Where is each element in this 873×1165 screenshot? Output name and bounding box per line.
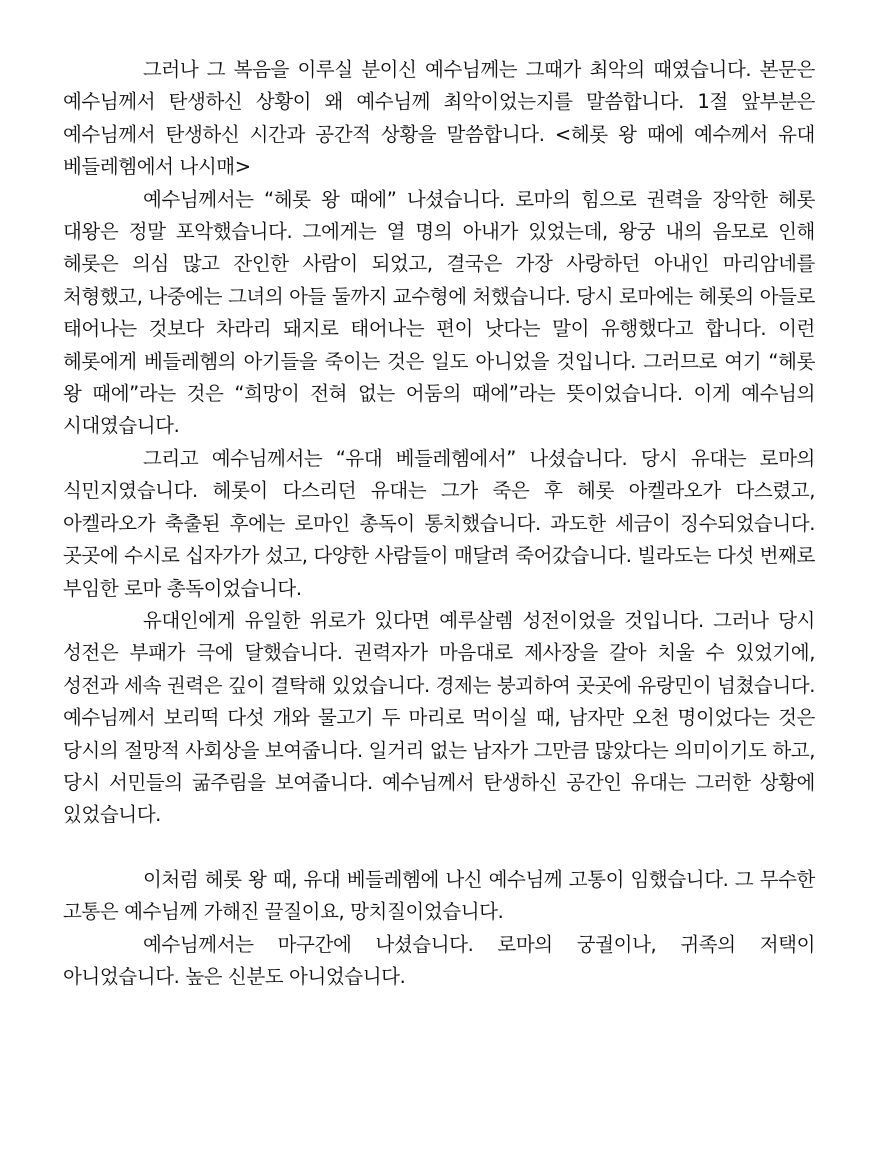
paragraph-spacer [63, 832, 815, 864]
document-body [63, 54, 815, 993]
paragraph-3: 그리고 예수님께서는 “유대 베들레헴에서” 나셨습니다. 당시 유대는 로마의 식민지였습니다. 헤롯이 다스리던 유대는 그가 죽은 후 헤롯 아켈라오가 다스렸고, 아켈라오가 축출된 후에는 로마인 총독이 통치했습니다. 과도한 세금이 징수되었습니다. 곳곳에 수시로 십자가가 섰고, 다양한 사람들이 매달려 죽어갔습니다. 빌라도는 다섯 번째로 부임한 로마 총독이었습니다. [63, 446, 815, 600]
paragraph-2: 예수님께서는 “헤롯 왕 때에” 나셨습니다. 로마의 힘으로 권력을 장악한 헤롯 대왕은 정말 포악했습니다. 그에게는 열 명의 아내가 있었는데, 왕궁 내의 음모로 인해 헤롯은 의심 많고 잔인한 사람이 되었고, 결국은 가장 사랑하던 아내인 마리암네를 처형했고, 나중에는 그녀의 아들 둘까지 교수형에 처했습니다. 당시 로마에는 헤롯의 아들로 태어나는 것보다 차라리 돼지로 태어나는 편이 낫다는 말이 유행했다고 합니다. 이런 헤롯에게 베들레헴의 아기들을 죽이는 것은 일도 아니었을 것입니다. 그러므로 여기 “헤롯 왕 때에”라는 것은 “희망이 전혀 없는 어둠의 때에”라는 뜻이었습니다. 이게 예수님의 시대였습니다. [63, 187, 815, 438]
paragraph-4: 유대인에게 유일한 위로가 있다면 예루살렘 성전이었을 것입니다. 그러나 당시 성전은 부패가 극에 달했습니다. 권력자가 마음대로 제사장을 갈아 치울 수 있었기에, 성전과 세속 권력은 깊이 결탁해 있었습니다. 경제는 붕괴하여 곳곳에 유랑민이 넘쳤습니다. 예수님께서 보리떡 다섯 개와 물고기 두 마리로 먹이실 때, 남자만 오천 명이었다는 것은 당시의 절망적 사회상을 보여줍니다. 일거리 없는 남자가 그만큼 많았다는 의미이기도 하고, 당시 서민들의 굶주림을 보여줍니다. 예수님께서 탄생하신 공간인 유대는 그러한 상황에 있었습니다. [63, 608, 815, 827]
paragraph-6: 예수님께서는 마구간에 나셨습니다. 로마의 궁궐이나, 귀족의 저택이 아니었습니다. 높은 신분도 아니었습니다. [63, 932, 815, 988]
paragraph-1: 그러나 그 복음을 이루실 분이신 예수님께는 그때가 최악의 때였습니다. 본문은 예수님께서 탄생하신 상황이 왜 예수님께 최악이었는지를 말씀합니다. 1절 앞부분은 예수님께서 탄생하신 시간과 공간적 상황을 말씀합니다. <헤롯 왕 때에 예수께서 유대 베들레헴에서 나시매> [63, 58, 815, 179]
paragraph-5: 이처럼 헤롯 왕 때, 유대 베들레헴에 나신 예수님께 고통이 임했습니다. 그 무수한 고통은 예수님께 가해진 끌질이요, 망치질이었습니다. [63, 867, 815, 924]
